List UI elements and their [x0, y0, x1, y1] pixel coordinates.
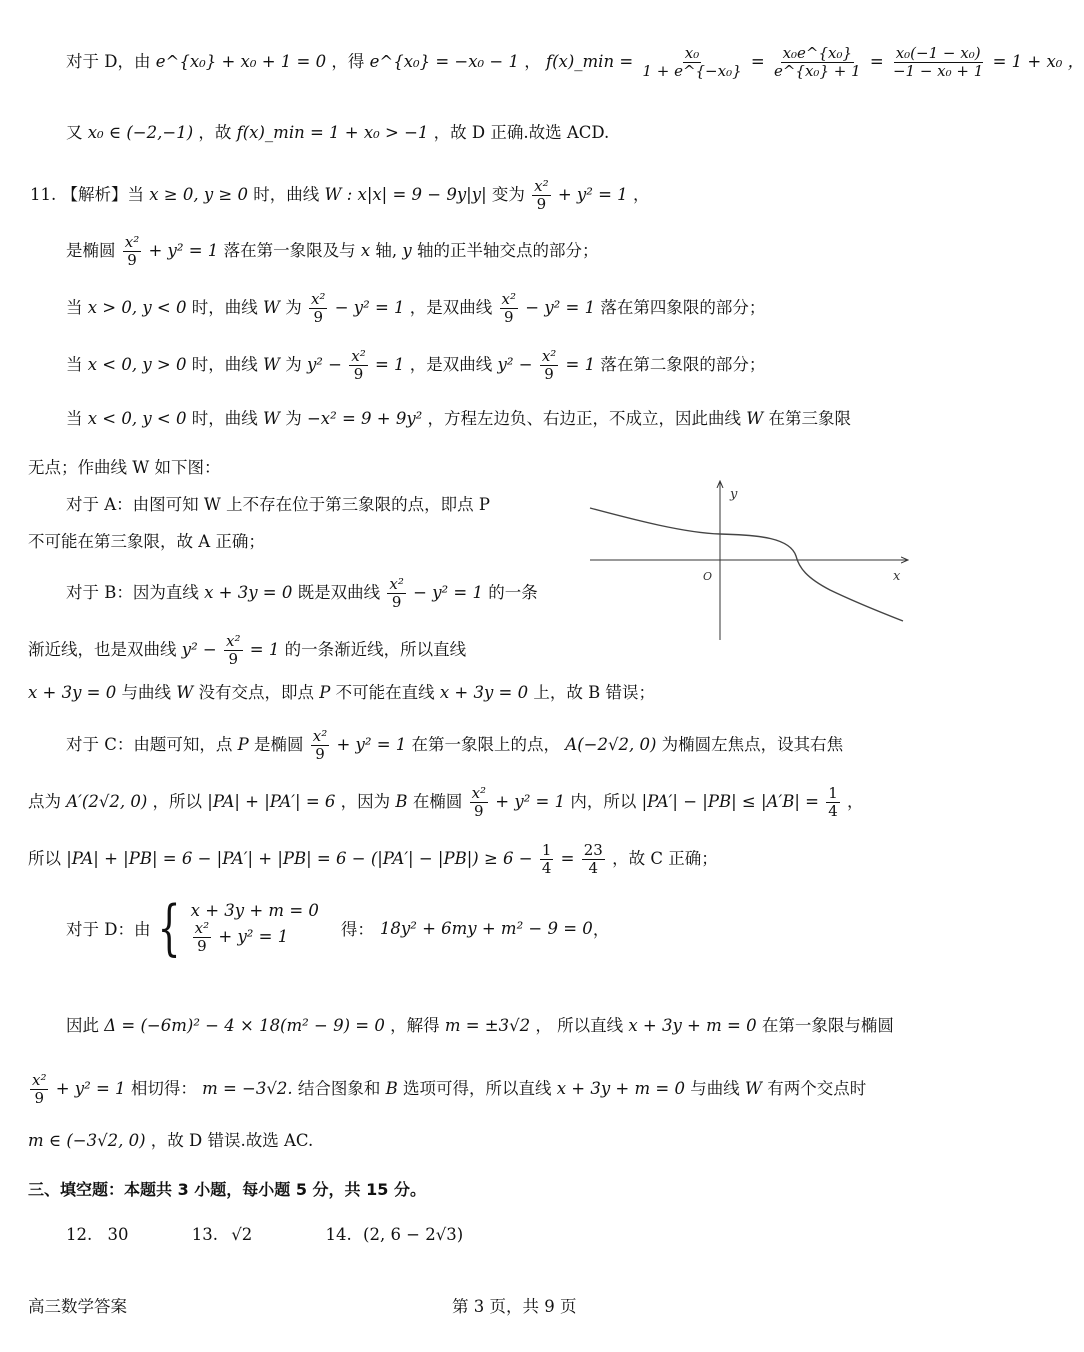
brace: {	[158, 893, 182, 963]
y-axis-label: y	[730, 487, 738, 502]
equation: P	[237, 735, 249, 754]
text: 是椭圆	[66, 241, 116, 260]
fraction: $\frac{1}{4}$	[541, 841, 552, 877]
line-ellipse-part	[66, 234, 598, 269]
text: 在第三象限	[768, 409, 851, 428]
line-d-system	[66, 893, 610, 963]
fraction: $\frac{\text{x²}}{9}$	[124, 233, 140, 269]
text: =	[560, 849, 575, 868]
equation: W	[746, 409, 764, 428]
fraction: $\frac{\text{x²}}{9}$	[471, 784, 487, 820]
text: 轴,	[375, 241, 398, 260]
text: 对于 D，由	[66, 52, 151, 71]
line-quadrant2	[66, 348, 765, 383]
equation: y² −	[181, 640, 217, 659]
answer-value: √2	[231, 1225, 253, 1244]
text: 得：	[340, 920, 374, 939]
text: 上，故 B 错误；	[533, 683, 655, 702]
text: 【解析】当	[61, 185, 144, 204]
text: 与曲线	[690, 1079, 740, 1098]
text: 落在第四象限的部分；	[600, 298, 766, 317]
text: 渐近线，也是双曲线	[28, 640, 177, 659]
equation: − y² = 1	[334, 298, 405, 317]
text: 为	[285, 355, 302, 374]
text: ，方程左边负、右边正，不成立，因此曲线	[427, 409, 742, 428]
text: ，故 D 错误.故选 AC.	[150, 1131, 314, 1150]
text: ，解得	[390, 1016, 440, 1035]
fraction: $\frac{\text{x²}}{9}$	[312, 727, 328, 763]
fraction: $\frac{\text{x²}}{9}$	[534, 177, 549, 213]
equation: = 1 + x₀ ，	[992, 52, 1084, 71]
line-no-points	[28, 455, 220, 481]
line-b1	[66, 576, 538, 611]
answer-number: 14.	[325, 1225, 352, 1244]
equation: x < 0, y > 0	[87, 355, 187, 374]
text: 没有交点，即点	[198, 683, 314, 702]
text: ，因为	[340, 792, 391, 811]
fraction: $\frac{\text{x²}}{9}$	[226, 632, 241, 668]
fraction: $\frac{\text{x₀e\textasciicircum{}\{x₀\}}}{\text{e\textasciicircum{}\{x₀\} + 1}}$	[773, 44, 861, 80]
text: 是椭圆	[253, 735, 304, 754]
line-quadrant3	[66, 406, 851, 432]
answer-number: 13.	[191, 1225, 218, 1244]
equation: B	[385, 1079, 398, 1098]
equation: A(−2√2, 0)	[565, 735, 657, 754]
answer-number: 12.	[66, 1225, 93, 1244]
text: 有两个交点时	[767, 1079, 867, 1098]
equation: x + 3y = 0	[28, 683, 117, 702]
line-c1	[66, 728, 843, 763]
fraction: $\frac{\text{x₀}}{\text{1 + e\textasciicircum{}\{−x₀\}}}$	[642, 44, 742, 80]
equation: y	[402, 241, 412, 260]
text: ，是双曲线	[409, 355, 493, 374]
text: 的一条	[488, 583, 538, 602]
equation: W	[744, 1079, 762, 1098]
equation: x + 3y = 0	[439, 683, 529, 702]
text: 又	[66, 123, 83, 142]
equation: x	[360, 241, 371, 260]
equation: + y² = 1	[55, 1079, 126, 1098]
equation: A′(2√2, 0)	[66, 792, 148, 811]
equation: x + 3y + m = 0	[556, 1079, 685, 1098]
text: 为椭圆左焦点，设其右焦	[661, 735, 844, 754]
text: 当	[66, 409, 83, 428]
text: 对于 D：由	[66, 920, 151, 939]
equation: Δ = (−6m)² − 4 × 18(m² − 9) = 0	[104, 1016, 385, 1035]
equation: W	[263, 355, 280, 374]
text: ，是双曲线	[409, 298, 493, 317]
text: 的一条渐近线，所以直线	[284, 640, 467, 659]
text: 三、填空题：本题共 3 小题，每小题 5 分，共 15 分。	[28, 1180, 426, 1199]
text: 在椭圆	[412, 792, 463, 811]
text: ，	[847, 792, 864, 811]
text: 当	[66, 355, 83, 374]
equation: f(x)_min = 1 + x₀ > −1	[236, 123, 429, 142]
equation: |PA| + |PA′| = 6	[207, 792, 336, 811]
answers-row	[66, 1222, 463, 1248]
equation: |PA| + |PB| = 6 − |PA′| + |PB| = 6 − (|PA′| − |PB|) ≥ 6 −	[66, 849, 533, 868]
equation: P	[319, 683, 331, 702]
text: 对于 A：由图可知 W 上不存在位于第三象限的点，即点 P	[66, 495, 490, 514]
line-q11-intro	[30, 178, 649, 213]
equation: + y² = 1	[336, 735, 407, 754]
equation: m = −3√2.	[202, 1079, 293, 1098]
text: 与曲线	[121, 683, 172, 702]
text: 变为	[491, 185, 525, 204]
equation: y² −	[497, 355, 533, 374]
answer-value: (2, 6 − 2√3)	[363, 1225, 464, 1244]
equation: = 1	[249, 640, 280, 659]
equation: e^{x₀} = −x₀ − 1	[369, 52, 519, 71]
equation: −x² = 9 + 9y²	[306, 409, 423, 428]
text: ，	[632, 185, 650, 204]
text: 点为	[28, 792, 61, 811]
fraction: $\frac{\text{x²}}{9}$	[32, 1071, 47, 1107]
equation: f(x)_min	[546, 52, 615, 71]
equation: x₀ ∈ (−2,−1)	[87, 123, 194, 142]
text: 无点；作曲线 W 如下图：	[28, 458, 221, 477]
line-quadrant4	[66, 291, 765, 326]
line-d-delta	[66, 1013, 894, 1039]
text: 相切得：	[130, 1079, 197, 1098]
fraction: $\frac{\text{x₀(−1 − x₀)}}{\text{−1 − x₀ + 1}}$	[892, 44, 984, 80]
line-a2	[28, 529, 265, 555]
equation: m ∈ (−3√2, 0)	[28, 1131, 146, 1150]
fraction: $\frac{\text{x²}}{9}$	[194, 919, 210, 955]
text: 为	[285, 298, 302, 317]
equation: m = ±3√2	[444, 1016, 531, 1035]
text: 不可能在直线	[335, 683, 435, 702]
curve-w	[590, 508, 903, 621]
equation: + y² = 1	[218, 927, 289, 946]
text: 时，曲线	[191, 298, 258, 317]
footer-left	[28, 1293, 127, 1317]
origin-label: O	[703, 570, 713, 583]
fraction: $\frac{23}{4}$	[583, 841, 603, 877]
footer-center	[452, 1293, 576, 1317]
text: ，故 D 正确.故选 ACD.	[433, 123, 610, 142]
equation: = 1	[374, 355, 405, 374]
text: 时，曲线	[253, 185, 320, 204]
text: 轴的正半轴交点的部分；	[416, 241, 599, 260]
curve-w-graph	[585, 478, 915, 643]
text: 选项可得，所以直线	[403, 1079, 552, 1098]
fraction: $\frac{\text{x²}}{9}$	[541, 347, 557, 383]
answer-value: 30	[107, 1225, 129, 1244]
text: 在第一象限与椭圆	[761, 1016, 894, 1035]
text: 结合图象和	[297, 1079, 381, 1098]
section-3-heading	[28, 1177, 426, 1203]
equation: W	[263, 298, 280, 317]
line-d-tangent	[28, 1072, 866, 1107]
text: 在第一象限上的点，	[411, 735, 561, 754]
x-axis-label: x	[893, 569, 901, 584]
equation: B	[395, 792, 408, 811]
text: 为	[285, 409, 302, 428]
equation: x + 3y = 0	[204, 583, 293, 602]
line-a1	[66, 492, 490, 518]
question-number: 11.	[30, 185, 57, 204]
equation: W : x|x| = 9 − 9y|y|	[324, 185, 487, 204]
equation: + y² = 1	[148, 241, 219, 260]
footer-title: 高三数学答案	[28, 1297, 127, 1316]
text: 落在第一象限及与	[223, 241, 356, 260]
equation: x > 0, y < 0	[87, 298, 187, 317]
equation: = 1	[565, 355, 596, 374]
text: ，故 C 正确；	[612, 849, 718, 868]
fraction: $\frac{\text{x²}}{9}$	[501, 290, 517, 326]
equation: − y² = 1	[413, 583, 483, 602]
text: 内，所以	[570, 792, 637, 811]
equation: + y² = 1	[495, 792, 566, 811]
line-d-result	[66, 120, 609, 146]
page-number: 第 3 页，共 9 页	[452, 1297, 577, 1316]
text: 不可能在第三象限，故 A 正确；	[28, 532, 265, 551]
equation: W	[263, 409, 280, 428]
text: 对于 B：因为直线	[66, 583, 199, 602]
equation: 18y² + 6my + m² − 9 = 0	[379, 918, 593, 938]
equation: − y² = 1	[525, 298, 596, 317]
text: ，故	[198, 123, 232, 142]
fraction: $\frac{\text{x²}}{9}$	[389, 575, 404, 611]
text: 对于 C：由题可知，点	[66, 735, 233, 754]
text: 因此	[66, 1016, 99, 1035]
equation: e^{x₀} + x₀ + 1 = 0	[155, 52, 327, 71]
text: ，得	[331, 52, 365, 71]
equation: x ≥ 0, y ≥ 0	[149, 185, 248, 204]
text: 所以	[28, 849, 61, 868]
text: 时，曲线	[191, 409, 258, 428]
fraction: $\frac{1}{4}$	[828, 784, 838, 820]
line-d-final	[28, 1128, 313, 1154]
fraction: $\frac{\text{x²}}{9}$	[351, 347, 366, 383]
equation-system	[191, 901, 319, 955]
text: 既是双曲线	[297, 583, 381, 602]
equation: W	[176, 683, 194, 702]
fraction: $\frac{\text{x²}}{9}$	[310, 290, 326, 326]
text: 时，曲线	[191, 355, 258, 374]
text: ，所以	[152, 792, 203, 811]
equation: + y² = 1	[557, 185, 628, 204]
line-d-conclusion: 对于 D，由 e^{x₀} + x₀ + 1 = 0 ，得 e^{x₀} = −x₀ − 1 ， f(x)_min = $\frac{\text{x₀}}{\text{1 + e\textasciicircum{}\{−x₀\}}}$ = $\frac{\text{x₀e\textasciicircum{}\{x₀\}}}{\text{e\textasciicircum{}\{x₀\} + 1}}$ = $\frac{\text{x₀(−1 − x₀)}}{\text{−1 − x₀ + 1}}$ = 1 + x₀ ，	[66, 44, 1084, 80]
text: ，	[592, 920, 610, 939]
equation: y² −	[306, 355, 342, 374]
text: 当	[66, 298, 83, 317]
equation: |PA′| − |PB| ≤ |A′B| =	[641, 792, 819, 811]
text: 落在第二象限的部分；	[600, 355, 766, 374]
equation: x + 3y + m = 0	[190, 901, 319, 920]
line-c2	[28, 785, 864, 820]
equation: x < 0, y < 0	[87, 409, 187, 428]
line-b2	[28, 633, 466, 668]
text: ， 所以直线	[535, 1016, 624, 1035]
equation: x + 3y + m = 0	[628, 1016, 757, 1035]
line-b3	[28, 680, 655, 706]
line-c3	[28, 842, 718, 877]
text: ，	[524, 52, 541, 71]
